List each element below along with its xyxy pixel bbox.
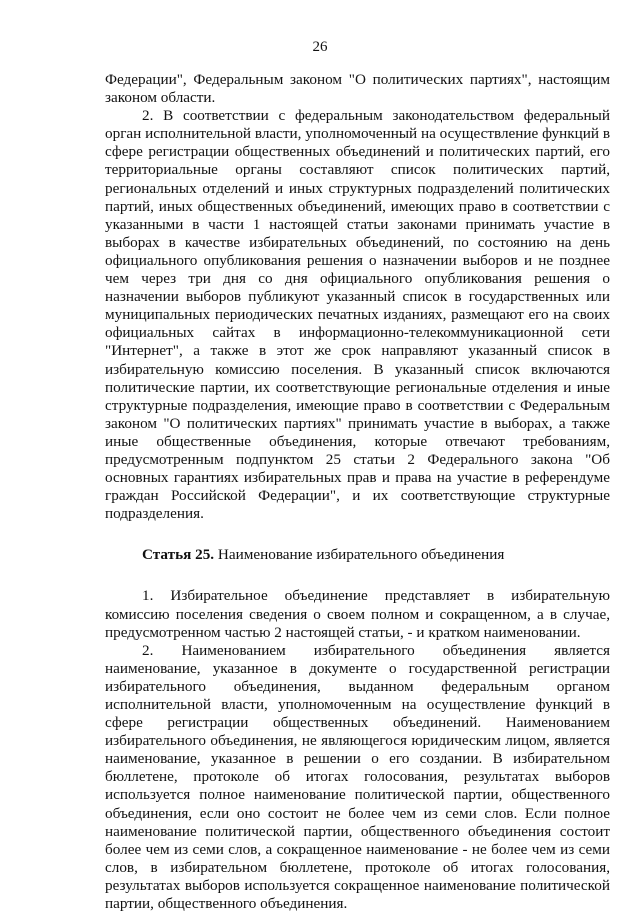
document-body bbox=[105, 71, 610, 913]
article-25-part-2: 2. Наименованием избирательного объединения является наименование, указанное в документе о государственной регистрации избирательного объединения, выданном федеральным органом исполнительной власти, уполномоченным на осуществление функций в сфере регистрации общественных объединений. Наименованием избирательного объединения, не являющегося юридическим лицом, является наименование, указанное в решении о его создании. В избирательном бюллетене, протоколе об итогах голосования, результатах выборов используется полное наименование политической партии, общественного объединения, если оно состоит не более чем из семи слов. Если полное наименование политической партии, общественного объединения состоит более чем из семи слов, а сокращенное наименование - не более чем из семи слов, в избирательном бюллетене, протоколе об итогах голосования, результатах выборов используется сокращенное наименование политической партии, общественного объединения. bbox=[105, 641, 610, 913]
article-heading bbox=[105, 546, 610, 564]
article-25-part-1: 1. Избирательное объединение представляет в избирательную комиссию поселения сведения о своем полном и сокращенном, а в случае, предусмотренном частью 2 настоящей статьи, - и кратком наименовании. bbox=[105, 587, 610, 641]
page-number: 26 bbox=[312, 39, 328, 55]
article-number: Статья 25. bbox=[142, 546, 215, 564]
paragraph-part-2: 2. В соответствии с федеральным законодательством федеральный орган исполнительной власти, уполномоченный на осуществление функций в сфере регистрации общественных объединений и политических партий, его территориальные органы составляют список политических партий, региональных отделений и иных структурных подразделений политических партий, иных общественных объединений, имеющих право в соответствии с указанными в части 1 настоящей статьи законами принимать участие в выборах в качестве избирательных объединений, по состоянию на день официального опубликования решения о назначении выборов и не позднее чем через три дня со дня официального опубликования решения о назначении выборов публикуют указанный список в государственных или муниципальных периодических печатных изданиях, размещают его на своих официальных сайтах в информационно-телекоммуникационной сети "Интернет", а также в этот же срок направляют указанный список в избирательную комиссию поселения. В указанный список включаются политические партии, их соответствующие региональные отделения и иные структурные подразделения, имеющие право в соответствии с Федеральным законом "О политических партиях" принимать участие в выборах, а также иные общественные объединения, которые отвечают требованиям, предусмотренным подпунктом 25 статьи 2 Федерального закона "Об основных гарантиях избирательных прав и права на участие в референдуме граждан Российской Федерации", и их соответствующие структурные подразделения. bbox=[105, 107, 610, 523]
article-title: Наименование избирательного объединения bbox=[217, 546, 505, 564]
paragraph-continuation: Федерации", Федеральным законом "О политических партиях", настоящим законом области. bbox=[105, 71, 610, 107]
